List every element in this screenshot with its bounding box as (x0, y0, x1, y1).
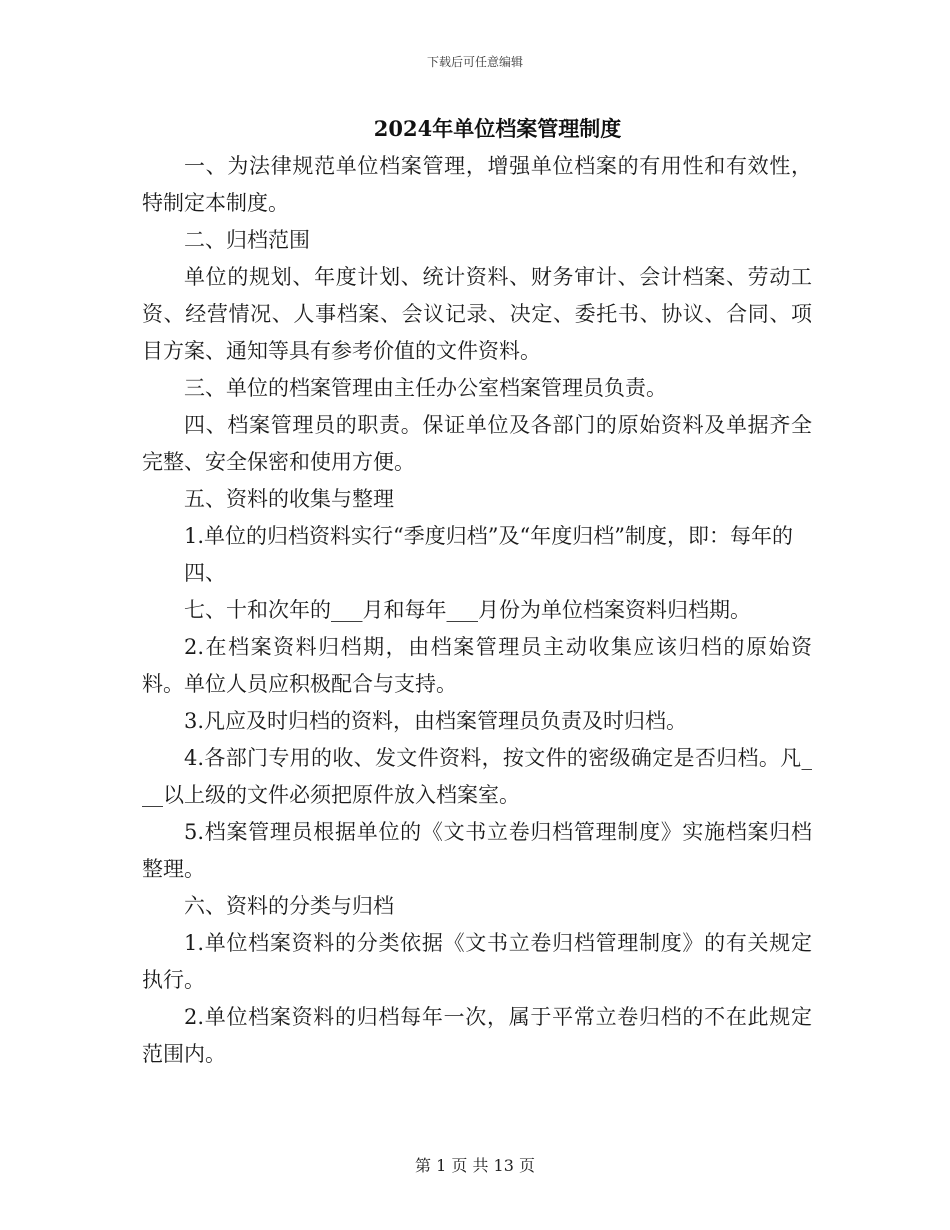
paragraph: 1.单位的归档资料实行“季度归档”及“年度归档”制度，即：每年的 (184, 524, 793, 548)
section-heading: 二、归档范围 (184, 228, 310, 252)
document-body (142, 148, 812, 1073)
paragraph: 四、 (184, 561, 226, 585)
paragraph: 一、为法律规范单位档案管理，增强单位档案的有用性和有效性，特制定本制度。 (142, 154, 812, 215)
paragraph: 单位的规划、年度计划、统计资料、财务审计、会计档案、劳动工资、经营情况、人事档案、会议记录、决定、委托书、协议、合同、项目方案、通知等具有参考价值的文件资料。 (142, 265, 812, 363)
section-heading: 六、资料的分类与归档 (184, 894, 394, 918)
paragraph: 2.单位档案资料的归档每年一次，属于平常立卷归档的不在此规定范围内。 (142, 1005, 812, 1066)
paragraph: 4.各部门专用的收、发文件资料，按文件的密级确定是否归档。凡___以上级的文件必须把原件放入档案室。 (142, 746, 812, 807)
page-header-note: 下载后可任意编辑 (426, 55, 523, 69)
page-number-footer: 第 1 页 共 13 页 (415, 1156, 535, 1175)
section-heading: 五、资料的收集与整理 (184, 487, 394, 511)
paragraph: 七、十和次年的___月和每年___月份为单位档案资料归档期。 (184, 598, 751, 622)
paragraph: 四、档案管理员的职责。保证单位及各部门的原始资料及单据齐全完整、安全保密和使用方便。 (142, 413, 812, 474)
paragraph: 3.凡应及时归档的资料，由档案管理员负责及时归档。 (184, 709, 688, 733)
document-title: 2024年单位档案管理制度 (373, 116, 622, 141)
paragraph: 三、单位的档案管理由主任办公室档案管理员负责。 (184, 376, 667, 400)
paragraph: 1.单位档案资料的分类依据《文书立卷归档管理制度》的有关规定执行。 (142, 931, 812, 992)
paragraph: 5.档案管理员根据单位的《文书立卷归档管理制度》实施档案归档整理。 (142, 820, 812, 881)
paragraph: 2.在档案资料归档期，由档案管理员主动收集应该归档的原始资料。单位人员应积极配合与支持。 (142, 635, 812, 696)
